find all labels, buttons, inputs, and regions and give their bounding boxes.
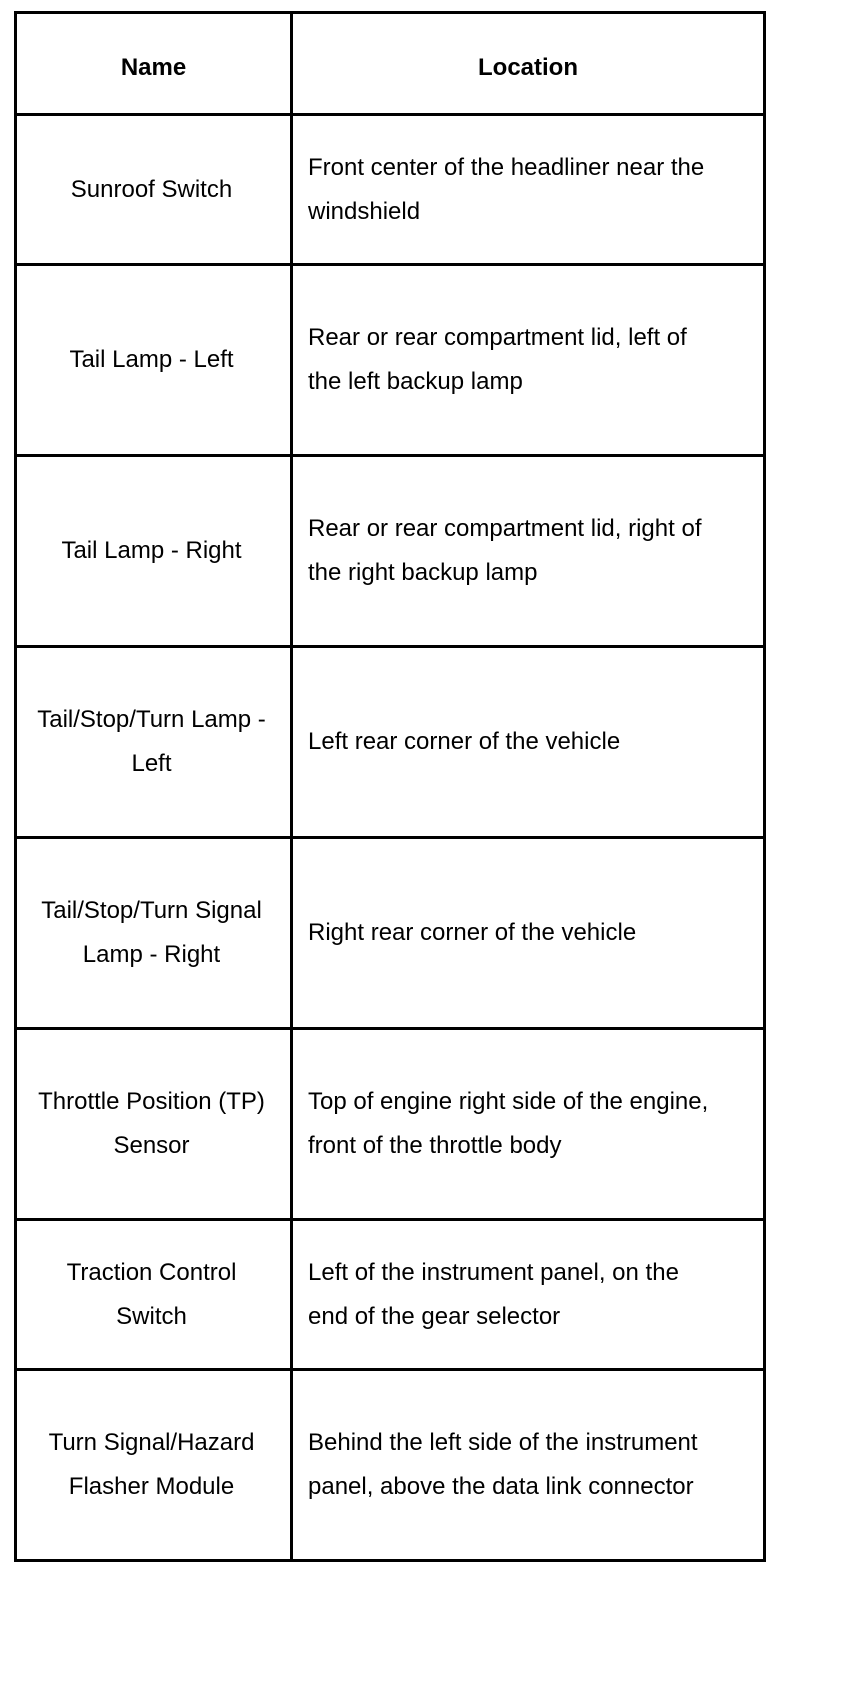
name-cell: Traction Control Switch <box>16 1220 292 1370</box>
location-cell: Rear or rear compartment lid, left of the left backup lamp <box>292 265 765 456</box>
name-cell: Sunroof Switch <box>16 115 292 265</box>
location-cell: Left rear corner of the vehicle <box>292 647 765 838</box>
column-header-name: Name <box>16 13 292 115</box>
location-cell: Rear or rear compartment lid, right of the right backup lamp <box>292 456 765 647</box>
table-row <box>16 115 765 265</box>
name-cell: Tail/Stop/Turn Lamp - Left <box>16 647 292 838</box>
location-cell: Left of the instrument panel, on the end of the gear selector <box>292 1220 765 1370</box>
table-row <box>16 1220 765 1370</box>
location-cell: Front center of the headliner near the windshield <box>292 115 765 265</box>
table-row <box>16 647 765 838</box>
table-row <box>16 1029 765 1220</box>
location-cell: Right rear corner of the vehicle <box>292 838 765 1029</box>
name-cell: Throttle Position (TP) Sensor <box>16 1029 292 1220</box>
column-header-location: Location <box>292 13 765 115</box>
location-cell: Behind the left side of the instrument panel, above the data link connector <box>292 1370 765 1561</box>
name-cell: Tail Lamp - Right <box>16 456 292 647</box>
table-row <box>16 838 765 1029</box>
component-location-table <box>14 11 766 1562</box>
location-cell: Top of engine right side of the engine, front of the throttle body <box>292 1029 765 1220</box>
table-header-row <box>16 13 765 115</box>
table-row <box>16 456 765 647</box>
name-cell: Tail/Stop/Turn Signal Lamp - Right <box>16 838 292 1029</box>
name-cell: Turn Signal/Hazard Flasher Module <box>16 1370 292 1561</box>
table-row <box>16 265 765 456</box>
table-row <box>16 1370 765 1561</box>
name-cell: Tail Lamp - Left <box>16 265 292 456</box>
